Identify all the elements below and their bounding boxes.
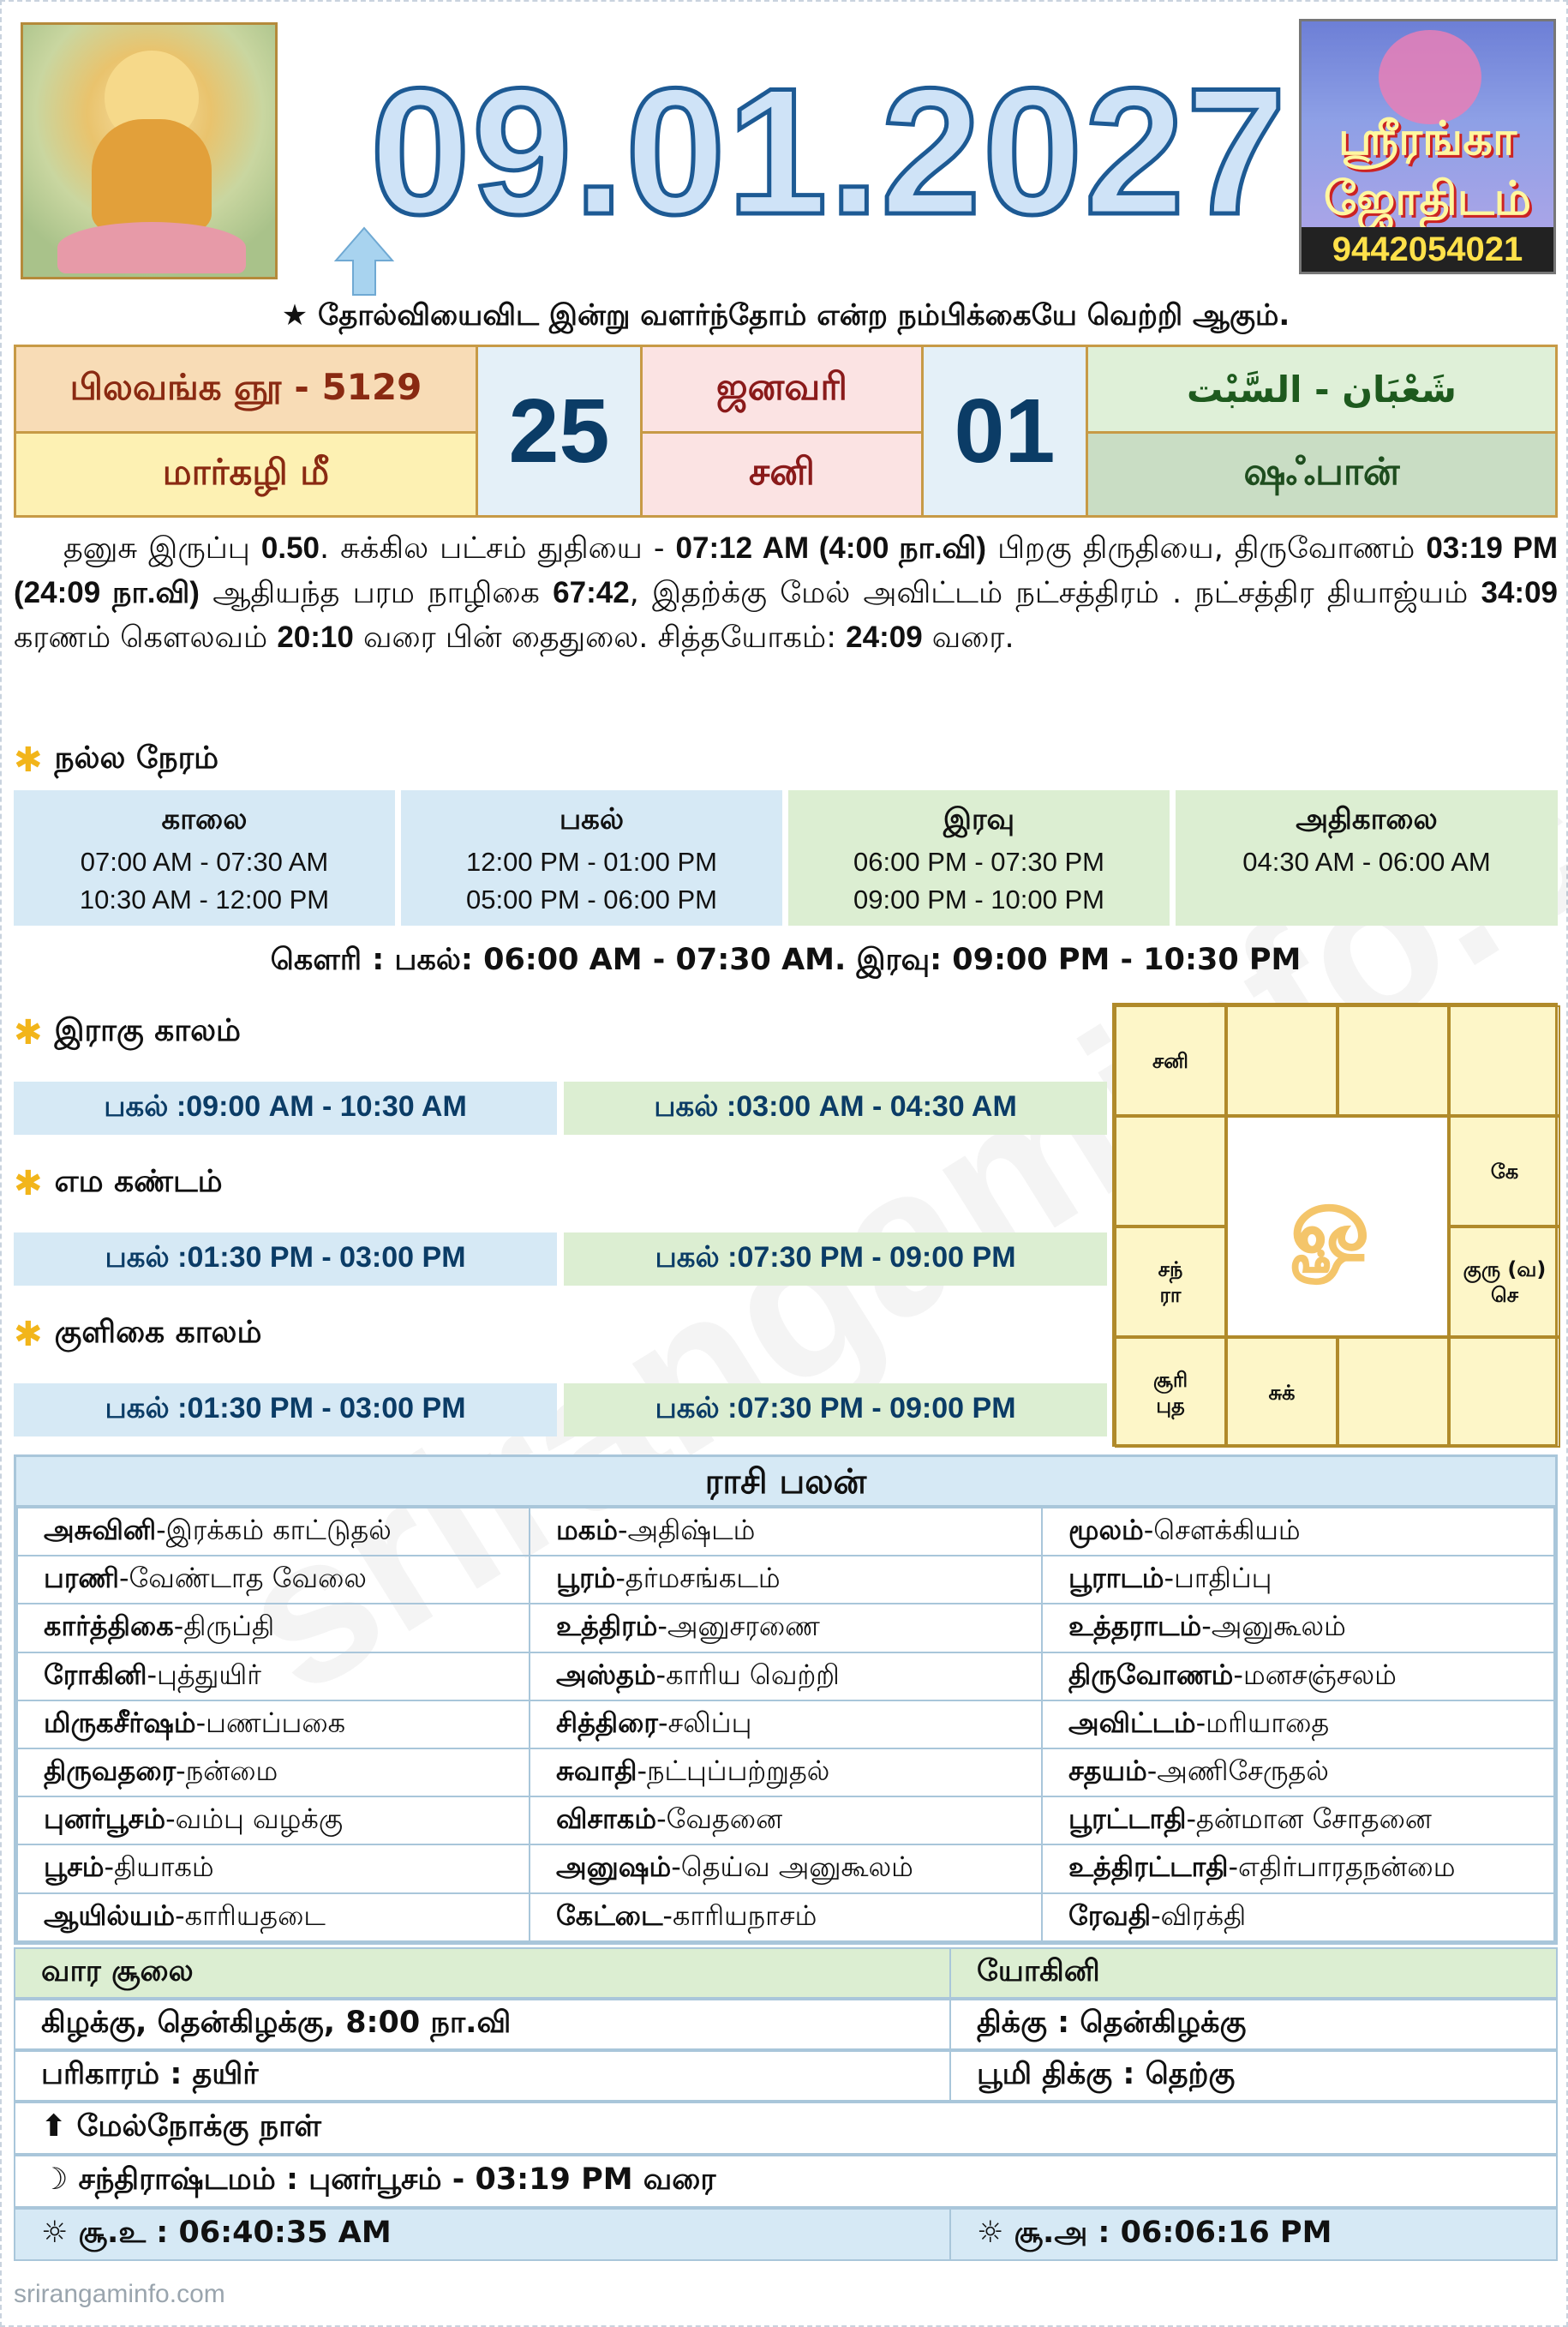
rasi-palan-cell: [1042, 1556, 1554, 1604]
rasi-box-r3c0: சூரி புத: [1115, 1337, 1226, 1448]
palan-text: -அனுசரணை: [657, 1610, 820, 1643]
info-header-row: [14, 1947, 1558, 1999]
star-name: பூராடம்: [1068, 1562, 1164, 1595]
logo-phone: 9442054021: [1302, 227, 1553, 272]
rasi-palan-cell: [530, 1796, 1042, 1844]
rasi-palan-cell: [17, 1556, 530, 1604]
kuligai-slot-2: பகல் :07:30 PM - 09:00 PM: [564, 1383, 1107, 1436]
logo-line2: ஜோதிடம்: [1323, 171, 1532, 225]
rasi-palan-cell: [530, 1893, 1042, 1941]
palan-text: -காரிய வெற்றி: [655, 1658, 840, 1691]
info-parikaram-row: [14, 2050, 1558, 2102]
tamil-year: பிலவங்க ஞூ - 5129: [14, 345, 478, 434]
islamic-day: 01: [921, 345, 1088, 518]
rasi-box-r2c3: குரு (வ) செ: [1449, 1226, 1560, 1337]
star-name: உத்தராடம்: [1068, 1610, 1202, 1643]
table-row: [17, 1604, 1554, 1652]
rasi-palan-cell: [17, 1652, 530, 1700]
rasi-palan-title: ராசி பலன்: [16, 1457, 1555, 1507]
star-name: மிருகசீர்ஷம்: [44, 1706, 196, 1739]
daily-quote: ★ தோல்வியைவிட இன்று வளர்ந்தோம் என்ற நம்பிக்கையே வெற்றி ஆகும்.: [281, 298, 1290, 333]
rasi-palan-cell: [1042, 1844, 1554, 1892]
palan-text: -வேண்டாத வேலை: [118, 1562, 367, 1595]
sunset-time: ☼ சூ.அ : 06:06:16 PM: [977, 2216, 1332, 2250]
palan-text: -அனுகூலம்: [1201, 1610, 1346, 1643]
rasi-box-r3c3: [1449, 1337, 1560, 1448]
weekday: சனி: [640, 431, 924, 518]
nalla-neram-night: இரவு 06:00 PM - 07:30 PM 09:00 PM - 10:00 PM: [788, 790, 1170, 926]
kuligai-slot-1: பகல் :01:30 PM - 03:00 PM: [14, 1383, 557, 1436]
rasi-palan-cell: [17, 1604, 530, 1652]
gowri-timing: கௌரி : பகல்: 06:00 AM - 07:30 AM. இரவு: 09:00 PM - 10:30 PM: [270, 943, 1302, 977]
palan-text: -நன்மை: [176, 1754, 278, 1788]
star-icon: ✱: [14, 1315, 43, 1354]
palan-text: -திருப்தி: [173, 1610, 275, 1643]
palan-text: -புத்துயிர்: [147, 1658, 261, 1691]
sun-row: [14, 2208, 1558, 2261]
star-name: மகம்: [556, 1514, 618, 1547]
rasi-palan-cell: [17, 1844, 530, 1892]
table-row: [17, 1700, 1554, 1748]
table-row: [17, 1893, 1554, 1941]
rasi-palan-cell: [530, 1748, 1042, 1796]
logo-line1: ஸ்ரீரங்கா: [1338, 111, 1517, 165]
star-icon: ✱: [14, 741, 43, 780]
palan-text: -சலிப்பு: [657, 1706, 752, 1739]
palan-text: -வம்பு வழக்கு: [165, 1802, 344, 1836]
vaara-soolai-label: வார சூலை: [15, 1949, 951, 1997]
calendar-grid: [14, 345, 1558, 518]
palan-text: -காரியதடை: [175, 1898, 326, 1932]
star-name: ரேவதி: [1068, 1898, 1152, 1932]
rasi-palan-cell: [17, 1508, 530, 1556]
palan-text: -மரியாதை: [1195, 1706, 1330, 1739]
rasi-palan-cell: [17, 1748, 530, 1796]
rasi-box-r0c3: [1449, 1005, 1560, 1116]
palan-text: -காரியநாசம்: [662, 1898, 817, 1932]
star-name: உத்திரட்டாதி: [1068, 1850, 1229, 1884]
star-name: கேட்டை: [556, 1898, 663, 1932]
star-name: உத்திரம்: [556, 1610, 658, 1643]
rasi-palan-cell: [1042, 1604, 1554, 1652]
palan-text: -இரக்கம் காட்டுதல்: [156, 1514, 392, 1547]
rasi-palan-cell: [530, 1652, 1042, 1700]
rasi-palan-cell: [530, 1700, 1042, 1748]
rahu-kalam-slot-2: பகல் :03:00 AM - 04:30 AM: [564, 1082, 1107, 1135]
kuligai-title: ✱ குளிகை காலம்: [14, 1315, 262, 1354]
palan-text: -விரக்தி: [1151, 1898, 1247, 1932]
star-name: ஆயில்யம்: [44, 1898, 176, 1932]
parikaram: பரிகாரம் : தயிர்: [15, 2052, 951, 2100]
rasi-palan-cell: [1042, 1700, 1554, 1748]
rasi-palan-cell: [530, 1604, 1042, 1652]
star-name: திருவதரை: [44, 1754, 177, 1788]
nalla-neram-table: [14, 790, 1558, 926]
rasi-palan-cell: [17, 1700, 530, 1748]
chandrashtamam: ☽ சந்திராஷ்டமம் : புனர்பூசம் - 03:19 PM வரை: [14, 2155, 1558, 2208]
table-row: [17, 1796, 1554, 1844]
rasi-box-r0c2: [1338, 1005, 1449, 1116]
table-row: [17, 1748, 1554, 1796]
palan-text: -தர்மசங்கடம்: [615, 1562, 781, 1595]
nalla-neram-morning: காலை 07:00 AM - 07:30 AM 10:30 AM - 12:00 PM: [14, 790, 395, 926]
up-arrow-icon: [334, 226, 394, 297]
hijri-month: ஷஃபான்: [1086, 431, 1558, 518]
star-name: கார்த்திகை: [44, 1610, 174, 1643]
ema-kandam-slot-1: பகல் :01:30 PM - 03:00 PM: [14, 1232, 557, 1286]
soolai-direction: கிழக்கு, தென்கிழக்கு, 8:00 நா.வி: [15, 2000, 951, 2048]
ema-kandam-slot-2: பகல் :07:30 PM - 09:00 PM: [564, 1232, 1107, 1286]
star-name: மூலம்: [1068, 1514, 1144, 1547]
tamil-month: மார்கழி மீ: [14, 431, 478, 518]
rahu-kalam-title: ✱ இராகு காலம்: [14, 1013, 241, 1053]
star-name: அவிட்டம்: [1068, 1706, 1196, 1739]
yogini-direction: திக்கு : தென்கிழக்கு: [977, 2006, 1247, 2040]
rasi-box-r1c0: [1115, 1116, 1226, 1226]
palan-text: -சௌக்கியம்: [1143, 1514, 1301, 1547]
mel-nokku-naal: ⬆ மேல்நோக்கு நாள்: [14, 2102, 1558, 2155]
star-name: புனர்பூசம்: [44, 1802, 166, 1836]
footer-site[interactable]: srirangaminfo.com: [14, 2280, 225, 2308]
star-name: திருவோணம்: [1068, 1658, 1234, 1691]
om-icon: ௐ: [1290, 1165, 1385, 1275]
star-name: ரோகினி: [44, 1658, 147, 1691]
sriranga-logo[interactable]: [1299, 19, 1556, 274]
star-name: அனுஷம்: [556, 1850, 672, 1884]
nalla-neram-dawn: அதிகாலை 04:30 AM - 06:00 AM: [1176, 790, 1558, 926]
star-icon: ✱: [14, 1013, 43, 1053]
arabic-date: شَعْبَان - السَّبْت: [1086, 345, 1558, 434]
star-name: சுவாதி: [556, 1754, 637, 1788]
rasi-chart-center: [1226, 1116, 1449, 1337]
ema-kandam-title: ✱ எம கண்டம்: [14, 1164, 223, 1203]
star-name: பூரட்டாதி: [1068, 1802, 1187, 1836]
palan-text: -அதிஷ்டம்: [617, 1514, 756, 1547]
panchang-paragraph: தனுசு இருப்பு 0.50. சுக்கில பட்சம் துதியை - 07:12 AM (4:00 நா.வி) பிறகு திருதியை, திருவோணம் 03:19 PM (24:09 நா.வி) ஆதியந்த பரம நாழிகை 67:42, இதற்க்கு மேல் அவிட்டம் நட்சத்திரம் . நட்சத்திர தியாஜ்யம் 34:09 கரணம் கௌலவம் 20:10 வரை பின் தைதுலை. சித்தயோகம்: 24:09 வரை.: [14, 531, 1559, 655]
rasi-box-r0c0: சனி: [1115, 1005, 1226, 1116]
palan-text: -பாதிப்பு: [1164, 1562, 1272, 1595]
palan-text: -தன்மான சோதனை: [1186, 1802, 1432, 1836]
table-row: [17, 1844, 1554, 1892]
rasi-palan-cell: [530, 1556, 1042, 1604]
star-name: சதயம்: [1068, 1754, 1147, 1788]
star-name: பூசம்: [44, 1850, 105, 1884]
bhoomi-direction: பூமி திக்கு : தெற்கு: [977, 2057, 1236, 2091]
rasi-box-r2c0: சந் ரா: [1115, 1226, 1226, 1337]
table-row: [17, 1652, 1554, 1700]
ganesh-icon: [1379, 30, 1481, 124]
rasi-palan-table: [14, 1454, 1558, 1945]
palan-text: -தியாகம்: [104, 1850, 214, 1884]
sunrise-time: ☼ சூ.உ : 06:40:35 AM: [15, 2210, 951, 2259]
star-name: பூரம்: [556, 1562, 616, 1595]
info-direction-row: [14, 1999, 1558, 2050]
rasi-palan-cell: [530, 1508, 1042, 1556]
rasi-palan-cell: [17, 1893, 530, 1941]
rasi-box-r1c3: கே: [1449, 1116, 1560, 1226]
palan-text: -எதிர்பாரதநன்மை: [1228, 1850, 1456, 1884]
rasi-palan-cell: [530, 1844, 1042, 1892]
palan-text: -நட்புப்பற்றுதல்: [637, 1754, 830, 1788]
rasi-palan-cell: [1042, 1748, 1554, 1796]
yogini-label: யோகினி: [977, 1954, 1100, 1988]
date-title: 09.01.2027: [370, 51, 1289, 252]
nalla-neram-noon: பகல் 12:00 PM - 01:00 PM 05:00 PM - 06:00 PM: [401, 790, 782, 926]
star-name: பரணி: [44, 1562, 119, 1595]
star-icon: ✱: [14, 1164, 43, 1203]
goddess-image: [21, 22, 278, 279]
rasi-box-r0c1: [1226, 1005, 1338, 1116]
table-row: [17, 1508, 1554, 1556]
table-row: [17, 1556, 1554, 1604]
rasi-box-r3c1: சுக்: [1226, 1337, 1338, 1448]
rasi-palan-cell: [1042, 1893, 1554, 1941]
star-name: அசுவினி: [44, 1514, 157, 1547]
rasi-box-r3c2: [1338, 1337, 1449, 1448]
palan-text: -தெய்வ அனுகூலம்: [671, 1850, 913, 1884]
star-name: அஸ்தம்: [556, 1658, 656, 1691]
star-name: சித்திரை: [556, 1706, 658, 1739]
palan-text: -மனசஞ்சலம்: [1233, 1658, 1397, 1691]
palan-text: -அணிசேருதல்: [1146, 1754, 1329, 1788]
star-name: விசாகம்: [556, 1802, 657, 1836]
rasi-chart: [1112, 1003, 1558, 1447]
rasi-palan-cell: [1042, 1796, 1554, 1844]
palan-text: -வேதனை: [656, 1802, 783, 1836]
rahu-kalam-slot-1: பகல் :09:00 AM - 10:30 AM: [14, 1082, 557, 1135]
rasi-palan-cell: [1042, 1508, 1554, 1556]
rasi-palan-cell: [17, 1796, 530, 1844]
palan-text: -பணப்பகை: [195, 1706, 346, 1739]
english-month: ஜனவரி: [640, 345, 924, 434]
nalla-neram-title: ✱ நல்ல நேரம்: [14, 741, 219, 780]
tamil-day: 25: [476, 345, 643, 518]
rasi-palan-cell: [1042, 1652, 1554, 1700]
